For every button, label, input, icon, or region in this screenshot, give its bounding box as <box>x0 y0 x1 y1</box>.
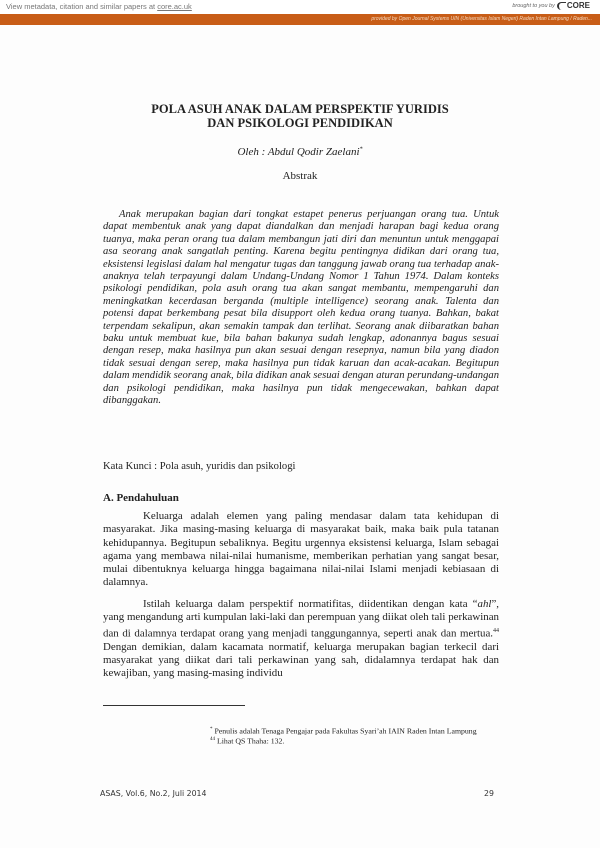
paper-title-line2: DAN PSIKOLOGI PENDIDIKAN <box>207 116 393 130</box>
footnote-2-text: Lihat QS Thaha: 132. <box>215 736 285 746</box>
footnote-1-mark: * <box>210 727 213 732</box>
author-footnote-mark: * <box>359 146 363 153</box>
core-logo <box>557 1 590 10</box>
metadata-text: View metadata, citation and similar papers at <box>6 2 158 11</box>
metadata-notice <box>6 2 192 11</box>
para2-start: Istilah keluarga dalam perspektif normatifitas, diidentikan dengan kata “ <box>143 598 478 610</box>
para2-end: Dengan demikian, dalam kacamata normatif, keluarga merupakan bagian terkecil dari masyarakat yang diikat dari tali perkawinan yang sah, didalamnya terdapat hak dan kewajiban, yang masing-masing individu <box>103 640 499 680</box>
body-paragraph-1: Keluarga adalah elemen yang paling mendasar dalam tata kehidupan di masyarakat. Jika masing-masing keluarga di masyarakat baik, maka baik pula tatanan kehidupannya. Begitupun sebaliknya. Begitu urgennya eksistensi keluarga, Islam sebagai agama yang membawa nilai-nilai humanisme, memberikan perhatian yang sangat besar, mulai dibentuknya keluarga hingga bagaimana nilai-nilai Islami menjadi kebiasaan di dalamnya. <box>103 510 499 589</box>
core-logo-label: CORE <box>566 1 590 10</box>
provider-bar <box>0 14 600 25</box>
page-number: 29 <box>484 789 494 798</box>
footnote-ref: 44 <box>493 627 499 634</box>
author-line <box>0 146 600 158</box>
author-name: Oleh : Abdul Qodir Zaelani <box>237 146 360 158</box>
abstract-heading: Abstrak <box>282 170 318 182</box>
core-logo-icon <box>557 2 566 10</box>
section-heading: A. Pendahuluan <box>103 492 179 504</box>
provided-by-link[interactable]: provided by Open Journal Systems UIN (Universitas Islam Negeri) Raden Intan Lampung / Raden... <box>371 16 592 22</box>
footnote-1-text: Penulis adalah Tenaga Pengajar pada Fakultas Syari’ah IAIN Raden Intan Lampung <box>212 726 477 736</box>
footnote-2-mark: 44 <box>210 737 215 742</box>
core-link[interactable]: core.ac.uk <box>157 2 192 11</box>
brought-by[interactable] <box>512 1 590 10</box>
para2-term: ahl <box>477 598 492 610</box>
footnote-2 <box>210 735 284 747</box>
body-paragraph-2 <box>103 598 499 680</box>
keywords: Kata Kunci : Pola asuh, yuridis dan psikologi <box>103 461 296 472</box>
para2-mid: ”, yang mengandung arti kumpulan laki-laki dan perempuan yang diikat oleh tali perkawinan dan di dalamnya terdapat orang yang menjadi tanggungannya, seperti anak dan mertua. <box>103 598 499 640</box>
abstract-text: Anak merupakan bagian dari tongkat estapet penerus perjuangan orang tua. Untuk dapat membentuk anak yang dapat diandalkan dan menjadi harapan bagi kedua orang tuanya, maka peran orang tua dalam membangun jati diri dan menuntun untuk menggapai asa seorang anak sangatlah penting. Karena begitu pentingnya didikan dari orang tua, eksistensi legislasi dalam hal mengatur tugas dan tanggung jawab orang tua terhadap anak-anaknya telah terpayungi dalam Undang-Undang Nomor 1 Tahun 1974. Dalam konteks psikologi pendidikan, pola asuh orang tua akan sangat membantu, mempengaruhi dan meningkatkan kecerdasan berganda (multiple intelligence) seorang anak. Talenta dan potensi dapat berkembang pesat bila disupport oleh kedua orang tuanya. Bahkan, bakat terpendam sekalipun, akan semakin tampak dan terlihat. Seorang anak diibaratkan bahan baku untuk membuat kue, bila bahan bakunya sudah lengkap, adonannya bagus sesuai dengan resep, maka hasilnya pun akan sesuai dengan resepnya, namun bila yang diadon tidak sesuai dengan serep, maka hasilnya pun tidak karuan dan acak-acakan. Begitupun dalam mendidik seorang anak, bila didikan anak sesuai dengan aturan perundang-undangan dan psikologi pendidikan, maka hasilnya pun tidak mengecewakan, bahkan dapat dibanggakan. <box>103 209 499 407</box>
brought-by-text: brought to you by <box>512 2 555 9</box>
footnote-divider <box>103 705 245 706</box>
journal-citation: ASAS, Vol.6, No.2, Juli 2014 <box>100 789 207 798</box>
core-banner <box>0 0 600 14</box>
paper-title-line1: POLA ASUH ANAK DALAM PERSPEKTIF YURIDIS <box>151 102 449 116</box>
